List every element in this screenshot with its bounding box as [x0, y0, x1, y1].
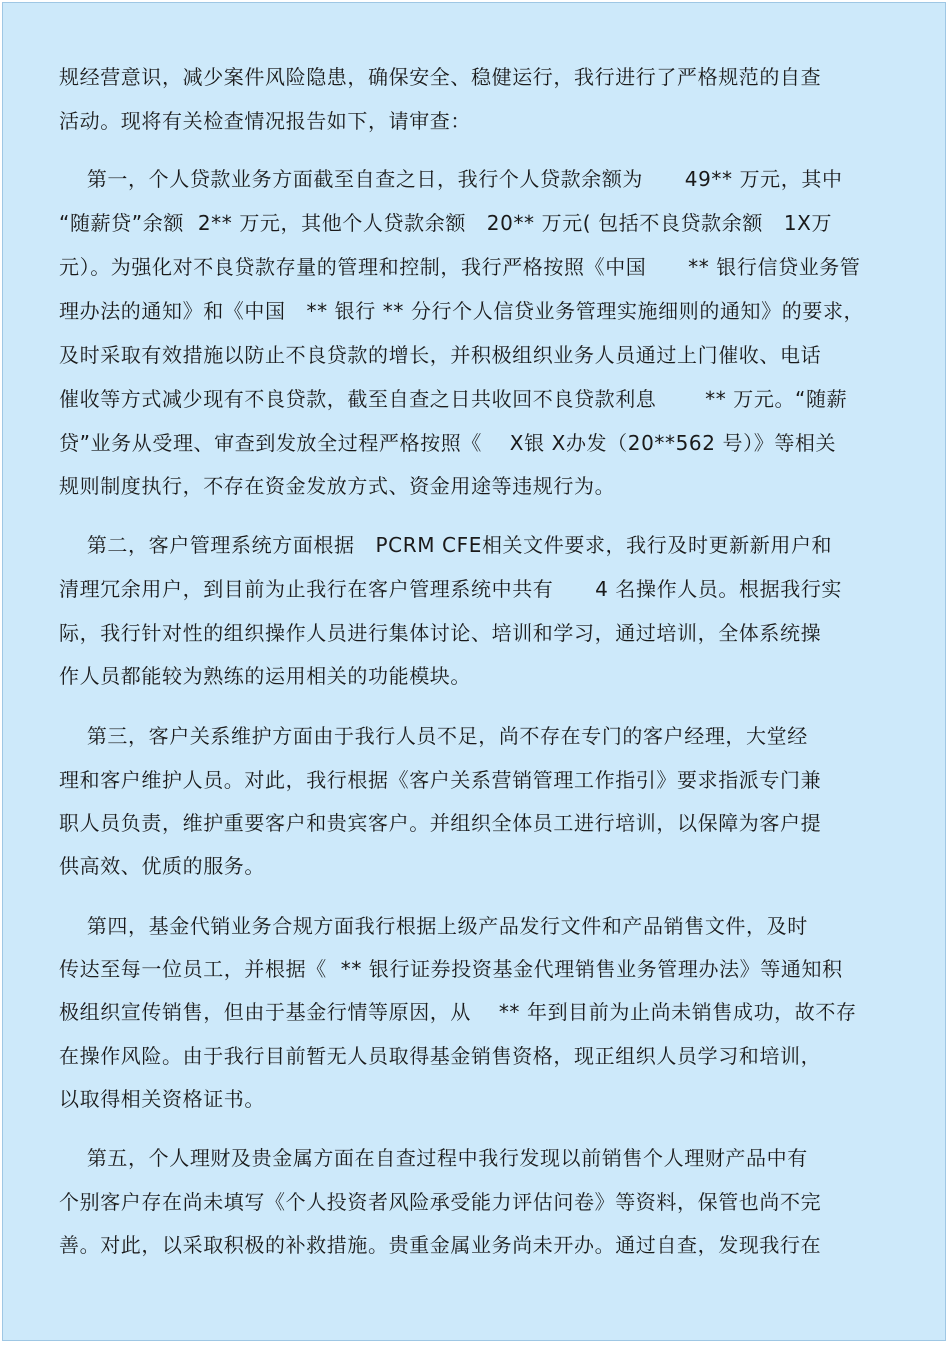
text-line: 个别客户存在尚未填写《个人投资者风险承受能力评估问卷》等资料，保管也尚不完	[59, 1190, 822, 1214]
text-line: 职人员负责，维护重要客户和贵宾客户。并组织全体员工进行培训，以保障为客户提	[59, 811, 822, 835]
text-line: 作人员都能较为熟练的运用相关的功能模块。	[59, 664, 471, 688]
text-line: 元）。为强化对不良贷款存量的管理和控制，我行严格按照《中国 ** 银行信贷业务管	[59, 255, 861, 279]
text-line: 规经营意识，减少案件风险隐患，确保安全、稳健运行，我行进行了严格规范的自查	[59, 65, 822, 89]
text-line: 第一，个人贷款业务方面截至自查之日，我行个人贷款余额为 49** 万元，其中	[59, 167, 843, 191]
text-line: 极组织宣传销售，但由于基金行情等原因，从 ** 年到目前为止尚未销售成功，故不存	[59, 1000, 857, 1024]
text-line: 第二，客户管理系统方面根据 PCRM CFE相关文件要求，我行及时更新新用户和	[59, 533, 833, 557]
text-line: 际，我行针对性的组织操作人员进行集体讨论、培训和学习，通过培训，全体系统操	[59, 621, 822, 645]
text-line: 活动。现将有关检查情况报告如下，请审查：	[59, 109, 471, 133]
document-page	[2, 2, 946, 1341]
text-line: “随薪贷”余额 2** 万元，其他个人贷款余额 20** 万元( 包括不良贷款余额 1X万	[59, 211, 833, 235]
text-line: 第四，基金代销业务合规方面我行根据上级产品发行文件和产品销售文件，及时	[59, 914, 808, 938]
text-line: 催收等方式减少现有不良贷款，截至自查之日共收回不良贷款利息 ** 万元。“随薪	[59, 387, 848, 411]
text-line: 及时采取有效措施以防止不良贷款的增长，并积极组织业务人员通过上门催收、电话	[59, 343, 822, 367]
text-line: 第三，客户关系维护方面由于我行人员不足，尚不存在专门的客户经理，大堂经	[59, 724, 808, 748]
text-line: 以取得相关资格证书。	[59, 1087, 265, 1111]
text-line: 善。对此，以采取积极的补救措施。贵重金属业务尚未开办。通过自查，发现我行在	[59, 1233, 822, 1257]
text-line: 供高效、优质的服务。	[59, 854, 265, 878]
text-line: 规则制度执行，不存在资金发放方式、资金用途等违规行为。	[59, 474, 616, 498]
text-line: 理和客户维护人员。对此，我行根据《客户关系营销管理工作指引》要求指派专门兼	[59, 768, 822, 792]
text-line: 在操作风险。由于我行目前暂无人员取得基金销售资格，现正组织人员学习和培训，	[59, 1044, 822, 1068]
text-line: 第五，个人理财及贵金属方面在自查过程中我行发现以前销售个人理财产品中有	[59, 1146, 808, 1170]
text-line: 清理冗余用户，到目前为止我行在客户管理系统中共有 4 名操作人员。根据我行实	[59, 577, 843, 601]
text-line: 传达至每一位员工，并根据《 ** 银行证券投资基金代理销售业务管理办法》等通知积	[59, 957, 843, 981]
text-line: 理办法的通知》和《中国 ** 银行 ** 分行个人信贷业务管理实施细则的通知》的要求，	[59, 299, 865, 323]
text-line: 贷”业务从受理、审查到发放全过程严格按照《 X银 X办发（20**562 号）》等相关	[59, 431, 837, 455]
